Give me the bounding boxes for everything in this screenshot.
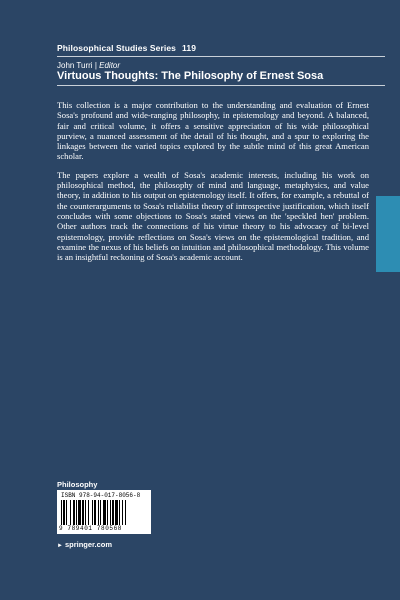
isbn-barcode [57, 490, 151, 534]
isbn-text: ISBN 978-94-017-8056-8 [61, 492, 141, 499]
publisher-link[interactable] [57, 540, 112, 549]
editor-name: John Turri [57, 61, 93, 70]
series-number: 119 [182, 43, 197, 53]
series-name: Philosophical Studies Series [57, 43, 177, 53]
side-color-tab [376, 196, 400, 272]
subject-category: Philosophy [57, 480, 98, 489]
top-divider [57, 56, 385, 57]
title-divider [57, 85, 385, 86]
back-cover-blurb [57, 100, 369, 270]
blurb-paragraph: This collection is a major contribution to the understanding and evaluation of Ernest Sosa's profound and wide-ranging philosophy, in epistemology and beyond. A balanced, fair and critical volume, it offers a sensitive appreciation of his wide philosophical purview, a nuanced assessment of the detail of his thought, and a spur to exploring the linkages between the varied topics explored by the subtle mind of this great American scholar. [57, 100, 369, 162]
barcode-digits: 9 789401 780568 [59, 525, 123, 532]
editor-role: Editor [99, 61, 121, 70]
book-title: Virtuous Thoughts: The Philosophy of Ernest Sosa [57, 70, 324, 82]
blurb-paragraph: The papers explore a wealth of Sosa's academic interests, including his work on philosophical method, the philosophy of mind and language, metaphysics, and value theory, in addition to his output on epistemology itself. It offers, for example, a rebuttal of the counterarguments to Sosa's reliabilist theory of introspective justification, which itself concludes with some objections to Sosa's stated views on the 'speckled hen' problem. Other authors track the connections of his virtue theory to his advocacy of bi-level epistemology, provide reflections on Sosa's views on the epistemological tradition, and examine the nexus of his beliefs on intuition and philosophical methodology. This volume is an insightful reckoning of Sosa's academic account. [57, 169, 369, 263]
editor-separator: | [94, 61, 100, 70]
arrow-icon: ► [57, 543, 63, 549]
editor-line [57, 61, 120, 70]
series-line [57, 43, 196, 53]
barcode-graphic [61, 500, 147, 525]
publisher-url[interactable]: springer.com [64, 540, 113, 549]
